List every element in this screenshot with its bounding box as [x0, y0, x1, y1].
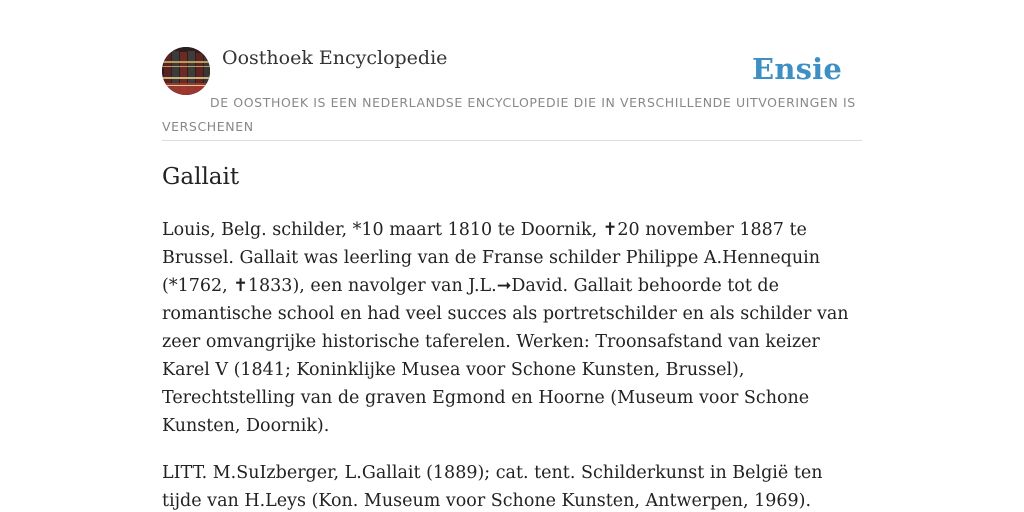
- site-tagline: DE OOSTHOEK IS EEN NEDERLANDSE ENCYCLOPEDIE DIE IN VERSCHILLENDE UITVOERINGEN IS VERSCHENEN: [162, 95, 856, 134]
- article-paragraph: Louis, Belg. schilder, *10 maart 1810 te Doornik, ✝20 november 1887 te Brussel. Gallait was leerling van de Franse schilder Philippe A.Hennequin (*1762, ✝1833), een navolger van J.L.➞David. Gallait behoorde tot de romantische school en had veel succes als portretschilder en als schilder van zeer omvangrijke historische taferelen. Werken: Troonsafstand van keizer Karel V (1841; Koninklijke Musea voor Schone Kunsten, Brussel), Terechtstelling van de graven Egmond en Hoorne (Museum voor Schone Kunsten, Doornik).: [162, 220, 849, 436]
- encyclopedia-books-icon: [162, 47, 210, 95]
- avatar[interactable]: [162, 47, 210, 95]
- article-title: Gallait: [162, 164, 240, 190]
- site-header: [162, 46, 862, 141]
- article-references: LITT. M.SuIzberger, L.Gallait (1889); cat. tent. Schilderkunst in België ten tijde van H.Leys (Kon. Museum voor Schone Kunsten, Antwerpen, 1969).: [162, 463, 823, 511]
- ensie-logo-link[interactable]: Ensie: [752, 52, 842, 86]
- site-title-link[interactable]: Oosthoek Encyclopedie: [222, 47, 448, 69]
- article-body: [162, 216, 862, 512]
